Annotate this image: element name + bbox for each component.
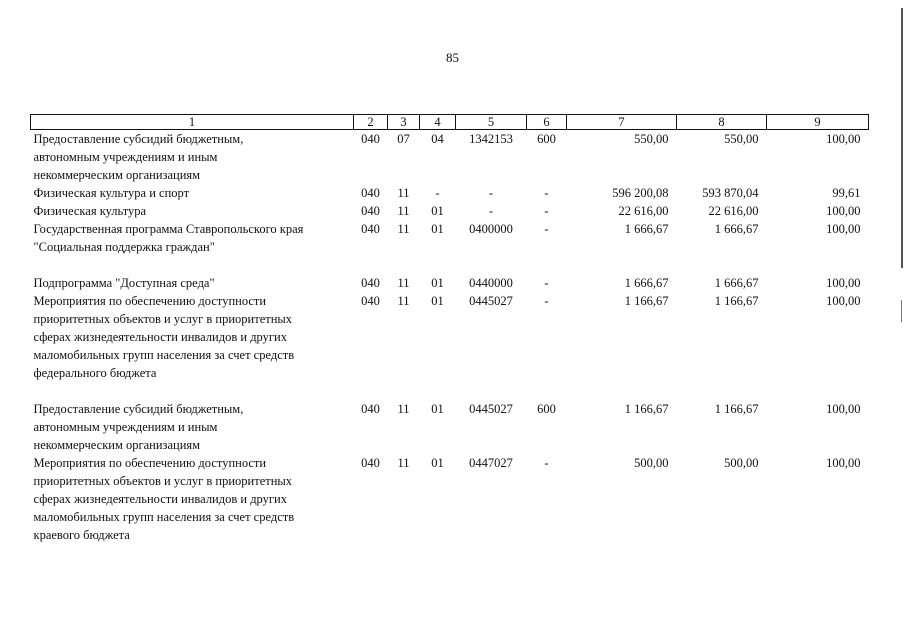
- row-name-cell: [31, 130, 354, 185]
- row-name-line: Предоставление субсидий бюджетным,: [33, 132, 244, 146]
- expense-type-cell: -: [544, 276, 549, 290]
- plan-amount-cell: 1 666,67: [624, 276, 669, 290]
- code-cell: 040: [361, 294, 380, 308]
- expense-type-cell: -: [544, 222, 549, 236]
- table-row: [31, 202, 869, 220]
- percent-cell: 99,61: [832, 186, 861, 200]
- row-spacer-cell: [31, 382, 869, 400]
- target-article-cell: 0445027: [469, 402, 513, 416]
- column-header: 4: [420, 115, 456, 130]
- expense-type-cell: -: [544, 204, 549, 218]
- expense-type-cell: -: [544, 456, 549, 470]
- row-name-line: приоритетных объектов и услуг в приоритетных: [33, 312, 293, 326]
- row-name-line: Подпрограмма "Доступная среда": [33, 276, 215, 290]
- column-header: 3: [388, 115, 420, 130]
- row-name-line: маломобильных групп населения за счет средств: [33, 348, 295, 362]
- table-row: [31, 274, 869, 292]
- expense-type-cell: -: [544, 186, 549, 200]
- plan-amount-cell: 22 616,00: [618, 204, 669, 218]
- target-article-cell: -: [488, 186, 494, 200]
- column-header: 9: [767, 115, 869, 130]
- plan-amount-cell: 1 166,67: [624, 294, 669, 308]
- row-name-line: приоритетных объектов и услуг в приоритетных: [33, 474, 293, 488]
- row-name-line: автономным учреждениям и иным: [33, 420, 218, 434]
- plan-amount-cell: 1 666,67: [624, 222, 669, 236]
- table-row: [31, 220, 869, 256]
- section-cell: 11: [397, 186, 410, 200]
- row-name-line: "Социальная поддержка граждан": [33, 240, 215, 254]
- table-row: [31, 292, 869, 382]
- percent-cell: 100,00: [826, 276, 861, 290]
- row-spacer: [31, 256, 869, 274]
- section-cell: 07: [397, 132, 410, 146]
- expense-type-cell: 600: [537, 132, 556, 146]
- percent-cell: 100,00: [826, 204, 861, 218]
- table-row: [31, 130, 869, 185]
- row-name-line: Мероприятия по обеспечению доступности: [33, 294, 267, 308]
- row-name-cell: [31, 184, 354, 202]
- scan-edge-line-lower: [901, 300, 902, 322]
- table-row: [31, 454, 869, 544]
- column-header: 7: [567, 115, 677, 130]
- expense-type-cell: 600: [537, 402, 556, 416]
- row-name-line: некоммерческим организациям: [33, 168, 201, 182]
- table-header-row: [31, 115, 869, 130]
- code-cell: 040: [361, 276, 380, 290]
- section-cell: 11: [397, 402, 410, 416]
- expense-type-cell: -: [544, 294, 549, 308]
- code-cell: 040: [361, 456, 380, 470]
- actual-amount-cell: 1 166,67: [714, 402, 759, 416]
- row-name-cell: [31, 274, 354, 292]
- percent-cell: 100,00: [826, 132, 861, 146]
- row-spacer: [31, 382, 869, 400]
- row-name-line: автономным учреждениям и иным: [33, 150, 218, 164]
- subsection-cell: 01: [431, 294, 444, 308]
- row-name-line: Предоставление субсидий бюджетным,: [33, 402, 244, 416]
- column-header: 2: [354, 115, 388, 130]
- row-spacer-cell: [31, 256, 869, 274]
- column-header: 6: [527, 115, 567, 130]
- plan-amount-cell: 1 166,67: [624, 402, 669, 416]
- row-name-cell: [31, 220, 354, 256]
- actual-amount-cell: 550,00: [724, 132, 759, 146]
- subsection-cell: 01: [431, 204, 444, 218]
- section-cell: 11: [397, 456, 410, 470]
- actual-amount-cell: 593 870,04: [702, 186, 759, 200]
- subsection-cell: 04: [431, 132, 444, 146]
- actual-amount-cell: 22 616,00: [708, 204, 759, 218]
- target-article-cell: -: [488, 204, 494, 218]
- column-header: 5: [456, 115, 527, 130]
- code-cell: 040: [361, 132, 380, 146]
- code-cell: 040: [361, 222, 380, 236]
- percent-cell: 100,00: [826, 456, 861, 470]
- row-name-line: некоммерческим организациям: [33, 438, 201, 452]
- row-name-line: Государственная программа Ставропольского края: [33, 222, 304, 236]
- column-header: 1: [31, 115, 354, 130]
- percent-cell: 100,00: [826, 294, 861, 308]
- page-number: 85: [446, 50, 459, 65]
- row-name-cell: [31, 202, 354, 220]
- plan-amount-cell: 596 200,08: [612, 186, 669, 200]
- section-cell: 11: [397, 204, 410, 218]
- column-header: 8: [677, 115, 767, 130]
- target-article-cell: 0447027: [469, 456, 513, 470]
- section-cell: 11: [397, 294, 410, 308]
- plan-amount-cell: 550,00: [634, 132, 669, 146]
- row-name-line: сферах жизнедеятельности инвалидов и других: [33, 330, 287, 344]
- target-article-cell: 1342153: [469, 132, 513, 146]
- actual-amount-cell: 1 666,67: [714, 276, 759, 290]
- row-name-line: маломобильных групп населения за счет средств: [33, 510, 295, 524]
- row-name-line: Мероприятия по обеспечению доступности: [33, 456, 267, 470]
- row-name-line: Физическая культура: [33, 204, 147, 218]
- plan-amount-cell: 500,00: [634, 456, 669, 470]
- subsection-cell: 01: [431, 456, 444, 470]
- row-name-line: федерального бюджета: [33, 366, 157, 380]
- actual-amount-cell: 500,00: [724, 456, 759, 470]
- budget-table: [30, 114, 869, 544]
- row-name-line: краевого бюджета: [33, 528, 130, 542]
- section-cell: 11: [397, 276, 410, 290]
- code-cell: 040: [361, 402, 380, 416]
- target-article-cell: 0400000: [469, 222, 513, 236]
- row-name-line: сферах жизнедеятельности инвалидов и других: [33, 492, 287, 506]
- percent-cell: 100,00: [826, 402, 861, 416]
- actual-amount-cell: 1 166,67: [714, 294, 759, 308]
- code-cell: 040: [361, 204, 380, 218]
- table-row: [31, 184, 869, 202]
- row-name-cell: [31, 400, 354, 454]
- section-cell: 11: [397, 222, 410, 236]
- row-name-cell: [31, 292, 354, 382]
- target-article-cell: 0445027: [469, 294, 513, 308]
- table-row: [31, 400, 869, 454]
- percent-cell: 100,00: [826, 222, 861, 236]
- code-cell: 040: [361, 186, 380, 200]
- subsection-cell: 01: [431, 402, 444, 416]
- subsection-cell: -: [435, 186, 440, 200]
- subsection-cell: 01: [431, 222, 444, 236]
- scan-edge-line: [901, 8, 903, 268]
- table-body: [31, 130, 869, 545]
- row-name-line: Физическая культура и спорт: [33, 186, 190, 200]
- subsection-cell: 01: [431, 276, 444, 290]
- target-article-cell: 0440000: [469, 276, 513, 290]
- row-name-cell: [31, 454, 354, 544]
- actual-amount-cell: 1 666,67: [714, 222, 759, 236]
